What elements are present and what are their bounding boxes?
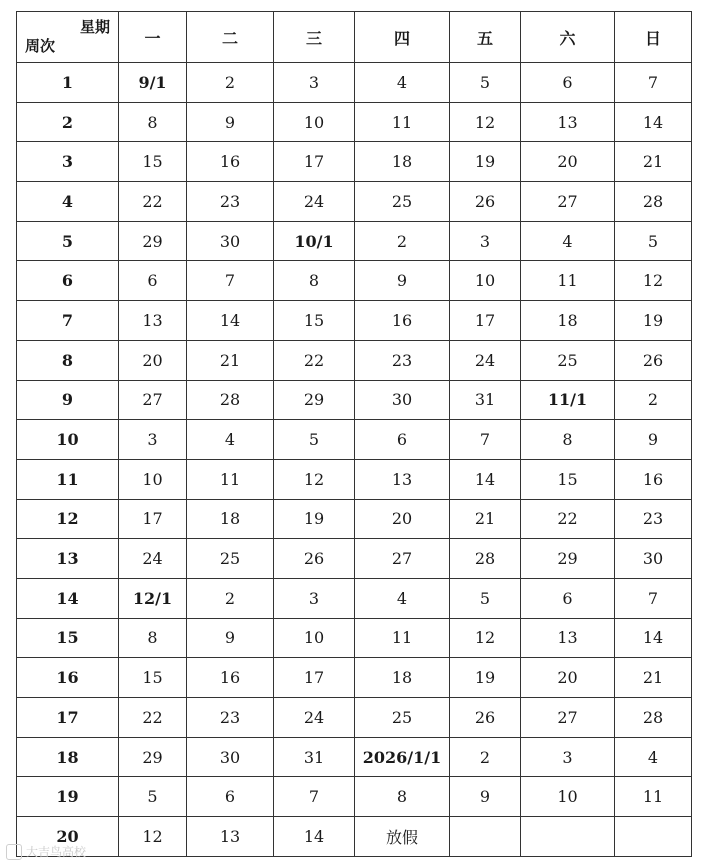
table-row — [17, 102, 692, 142]
date-cell: 10 — [450, 261, 521, 301]
date-cell: 22 — [119, 698, 187, 738]
week-number-cell: 8 — [17, 340, 119, 380]
date-cell: 18 — [521, 301, 615, 341]
date-cell: 3 — [521, 737, 615, 777]
date-cell: 23 — [187, 698, 274, 738]
date-cell: 16 — [187, 142, 274, 182]
date-cell: 16 — [615, 459, 692, 499]
date-cell: 25 — [355, 182, 450, 222]
weekday-header-sat: 六 — [521, 12, 615, 63]
watermark-logo-icon — [6, 844, 22, 860]
date-cell: 15 — [119, 658, 187, 698]
date-cell: 21 — [450, 499, 521, 539]
table-row — [17, 420, 692, 460]
date-cell: 4 — [187, 420, 274, 460]
table-row — [17, 499, 692, 539]
date-cell: 13 — [521, 618, 615, 658]
date-cell: 9 — [355, 261, 450, 301]
date-cell: 25 — [355, 698, 450, 738]
date-cell — [615, 817, 692, 857]
table-row — [17, 578, 692, 618]
date-cell: 18 — [355, 142, 450, 182]
date-cell: 7 — [450, 420, 521, 460]
date-cell: 9 — [450, 777, 521, 817]
date-cell: 10 — [274, 618, 355, 658]
date-cell: 27 — [521, 182, 615, 222]
date-cell: 4 — [355, 578, 450, 618]
date-cell: 29 — [119, 221, 187, 261]
week-number-cell: 14 — [17, 578, 119, 618]
date-cell: 2026/1/1 — [355, 737, 450, 777]
date-cell: 26 — [450, 698, 521, 738]
week-number-cell: 19 — [17, 777, 119, 817]
date-cell: 5 — [450, 63, 521, 103]
week-number-cell: 11 — [17, 459, 119, 499]
date-cell: 5 — [119, 777, 187, 817]
date-cell: 24 — [119, 539, 187, 579]
weekday-header-tue: 二 — [187, 12, 274, 63]
date-cell: 3 — [274, 578, 355, 618]
date-cell: 13 — [187, 817, 274, 857]
weekday-axis-label: 星期 — [79, 18, 110, 36]
corner-header-cell — [17, 12, 119, 63]
table-row — [17, 261, 692, 301]
week-number-cell: 12 — [17, 499, 119, 539]
date-cell: 19 — [274, 499, 355, 539]
date-cell: 6 — [119, 261, 187, 301]
week-number-cell: 20 — [17, 817, 119, 857]
week-number-cell: 1 — [17, 63, 119, 103]
date-cell: 3 — [119, 420, 187, 460]
date-cell: 27 — [355, 539, 450, 579]
date-cell: 7 — [274, 777, 355, 817]
date-cell: 17 — [274, 142, 355, 182]
date-cell: 4 — [355, 63, 450, 103]
date-cell: 9 — [187, 102, 274, 142]
date-cell: 4 — [615, 737, 692, 777]
date-cell: 20 — [119, 340, 187, 380]
date-cell: 13 — [521, 102, 615, 142]
table-row — [17, 737, 692, 777]
date-cell: 28 — [187, 380, 274, 420]
date-cell: 4 — [521, 221, 615, 261]
table-row — [17, 221, 692, 261]
weekday-header-wed: 三 — [274, 12, 355, 63]
date-cell: 10 — [521, 777, 615, 817]
date-cell: 22 — [274, 340, 355, 380]
date-cell: 19 — [450, 658, 521, 698]
date-cell: 21 — [615, 142, 692, 182]
week-number-cell: 3 — [17, 142, 119, 182]
date-cell: 3 — [450, 221, 521, 261]
date-cell: 6 — [355, 420, 450, 460]
semester-calendar-table — [16, 11, 692, 857]
date-cell: 31 — [274, 737, 355, 777]
date-cell: 11 — [187, 459, 274, 499]
date-cell: 25 — [521, 340, 615, 380]
date-cell: 2 — [615, 380, 692, 420]
date-cell: 14 — [450, 459, 521, 499]
date-cell: 8 — [119, 102, 187, 142]
table-row — [17, 658, 692, 698]
date-cell: 8 — [521, 420, 615, 460]
date-cell: 2 — [450, 737, 521, 777]
table-row — [17, 142, 692, 182]
date-cell: 24 — [274, 182, 355, 222]
date-cell: 29 — [119, 737, 187, 777]
date-cell: 20 — [355, 499, 450, 539]
date-cell: 7 — [615, 63, 692, 103]
date-cell: 8 — [274, 261, 355, 301]
date-cell: 21 — [615, 658, 692, 698]
date-cell: 14 — [615, 618, 692, 658]
header-row — [17, 12, 692, 63]
table-row — [17, 817, 692, 857]
date-cell: 15 — [119, 142, 187, 182]
date-cell: 15 — [521, 459, 615, 499]
date-cell: 27 — [521, 698, 615, 738]
date-cell: 28 — [615, 182, 692, 222]
date-cell: 11 — [521, 261, 615, 301]
weekday-header-fri: 五 — [450, 12, 521, 63]
date-cell: 6 — [521, 63, 615, 103]
table-row — [17, 698, 692, 738]
table-row — [17, 459, 692, 499]
date-cell: 9 — [187, 618, 274, 658]
table-row — [17, 182, 692, 222]
date-cell: 26 — [274, 539, 355, 579]
week-number-cell: 13 — [17, 539, 119, 579]
date-cell: 26 — [450, 182, 521, 222]
watermark-text: 大吉鸟高校 — [26, 845, 87, 859]
date-cell: 2 — [187, 578, 274, 618]
date-cell: 31 — [450, 380, 521, 420]
week-axis-label: 周次 — [25, 37, 56, 55]
week-number-cell: 5 — [17, 221, 119, 261]
date-cell: 18 — [355, 658, 450, 698]
date-cell: 17 — [119, 499, 187, 539]
date-cell: 26 — [615, 340, 692, 380]
week-number-cell: 7 — [17, 301, 119, 341]
date-cell: 12 — [450, 618, 521, 658]
date-cell: 30 — [615, 539, 692, 579]
weekday-header-sun: 日 — [615, 12, 692, 63]
date-cell — [450, 817, 521, 857]
date-cell: 3 — [274, 63, 355, 103]
date-cell: 9/1 — [119, 63, 187, 103]
date-cell: 19 — [615, 301, 692, 341]
week-number-cell: 6 — [17, 261, 119, 301]
date-cell: 17 — [274, 658, 355, 698]
week-number-cell: 4 — [17, 182, 119, 222]
week-number-cell: 15 — [17, 618, 119, 658]
date-cell: 14 — [187, 301, 274, 341]
date-cell: 17 — [450, 301, 521, 341]
weekday-header-thu: 四 — [355, 12, 450, 63]
table-row — [17, 380, 692, 420]
date-cell: 20 — [521, 142, 615, 182]
watermark — [6, 843, 86, 860]
date-cell: 10 — [119, 459, 187, 499]
week-number-cell: 10 — [17, 420, 119, 460]
date-cell: 28 — [615, 698, 692, 738]
date-cell: 23 — [187, 182, 274, 222]
week-number-cell: 2 — [17, 102, 119, 142]
date-cell: 2 — [355, 221, 450, 261]
date-cell: 10 — [274, 102, 355, 142]
week-number-cell: 17 — [17, 698, 119, 738]
date-cell: 5 — [450, 578, 521, 618]
date-cell: 19 — [450, 142, 521, 182]
date-cell: 12/1 — [119, 578, 187, 618]
date-cell: 14 — [615, 102, 692, 142]
date-cell: 29 — [274, 380, 355, 420]
date-cell: 11/1 — [521, 380, 615, 420]
date-cell: 16 — [187, 658, 274, 698]
date-cell: 放假 — [355, 817, 450, 857]
date-cell: 27 — [119, 380, 187, 420]
week-number-cell: 16 — [17, 658, 119, 698]
date-cell: 15 — [274, 301, 355, 341]
week-number-cell: 9 — [17, 380, 119, 420]
date-cell: 10/1 — [274, 221, 355, 261]
date-cell: 8 — [355, 777, 450, 817]
table-row — [17, 340, 692, 380]
date-cell: 11 — [355, 102, 450, 142]
date-cell: 7 — [187, 261, 274, 301]
date-cell: 13 — [355, 459, 450, 499]
date-cell: 21 — [187, 340, 274, 380]
date-cell: 24 — [274, 698, 355, 738]
week-number-cell: 18 — [17, 737, 119, 777]
date-cell: 9 — [615, 420, 692, 460]
date-cell: 23 — [615, 499, 692, 539]
date-cell: 2 — [187, 63, 274, 103]
date-cell: 6 — [521, 578, 615, 618]
date-cell — [521, 817, 615, 857]
date-cell: 20 — [521, 658, 615, 698]
date-cell: 30 — [187, 737, 274, 777]
date-cell: 30 — [355, 380, 450, 420]
date-cell: 28 — [450, 539, 521, 579]
table-row — [17, 777, 692, 817]
date-cell: 25 — [187, 539, 274, 579]
table-row — [17, 618, 692, 658]
date-cell: 5 — [274, 420, 355, 460]
table-row — [17, 63, 692, 103]
date-cell: 8 — [119, 618, 187, 658]
weekday-header-mon: 一 — [119, 12, 187, 63]
date-cell: 24 — [450, 340, 521, 380]
date-cell: 12 — [119, 817, 187, 857]
date-cell: 22 — [521, 499, 615, 539]
date-cell: 22 — [119, 182, 187, 222]
date-cell: 12 — [450, 102, 521, 142]
date-cell: 6 — [187, 777, 274, 817]
date-cell: 11 — [615, 777, 692, 817]
date-cell: 11 — [355, 618, 450, 658]
date-cell: 12 — [274, 459, 355, 499]
date-cell: 14 — [274, 817, 355, 857]
table-row — [17, 539, 692, 579]
date-cell: 12 — [615, 261, 692, 301]
date-cell: 5 — [615, 221, 692, 261]
date-cell: 7 — [615, 578, 692, 618]
date-cell: 18 — [187, 499, 274, 539]
date-cell: 23 — [355, 340, 450, 380]
date-cell: 13 — [119, 301, 187, 341]
table-row — [17, 301, 692, 341]
date-cell: 30 — [187, 221, 274, 261]
date-cell: 29 — [521, 539, 615, 579]
date-cell: 16 — [355, 301, 450, 341]
